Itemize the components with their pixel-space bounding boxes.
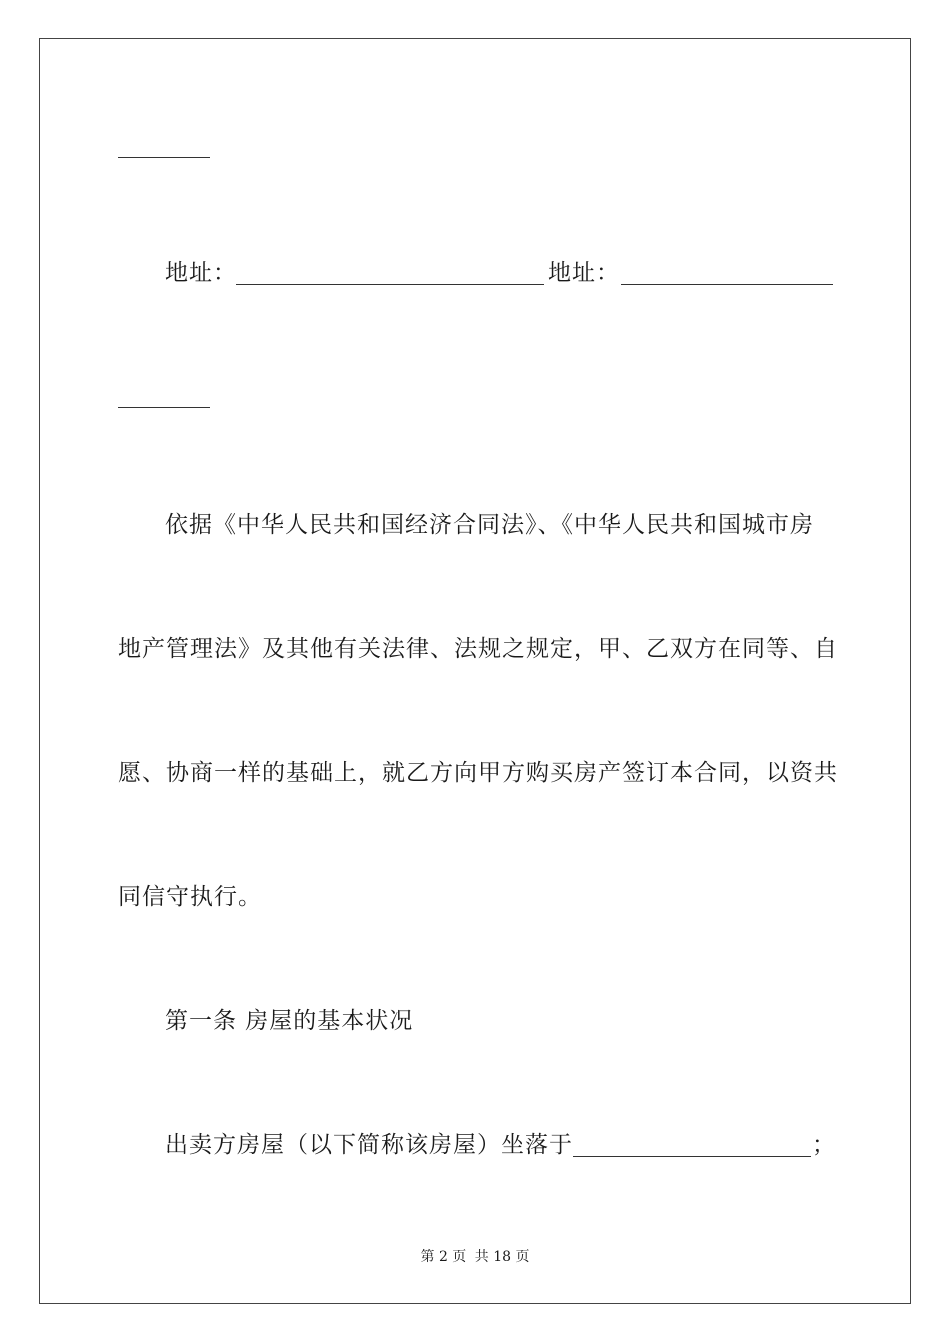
article-heading: 第一条 房屋的基本状况	[165, 1008, 414, 1034]
address-label-2: 地址：	[548, 260, 620, 286]
paragraph-line-3: 愿、协商一样的基础上，就乙方向甲方购买房产签订本合同，以资共	[118, 760, 838, 786]
blank-line	[118, 407, 210, 408]
page-total: 共 18 页	[474, 1249, 530, 1265]
blank-line	[118, 157, 210, 158]
paragraph-line-4: 同信守执行。	[118, 884, 262, 910]
address-blank-1[interactable]	[236, 284, 544, 285]
location-semicolon: ；	[812, 1132, 836, 1158]
page-number: 第 2 页	[420, 1249, 467, 1265]
paragraph-line-1: 依据《中华人民共和国经济合同法》、《中华人民共和国城市房	[165, 512, 814, 538]
location-blank[interactable]	[573, 1156, 811, 1157]
location-label: 出卖方房屋（以下简称该房屋）坐落于	[165, 1132, 573, 1158]
address-label-1: 地址：	[165, 260, 237, 286]
address-blank-2[interactable]	[621, 284, 833, 285]
page-footer	[0, 1247, 950, 1267]
page-border	[39, 38, 911, 1304]
paragraph-line-2: 地产管理法》及其他有关法律、法规之规定，甲、乙双方在同等、自	[118, 636, 838, 662]
